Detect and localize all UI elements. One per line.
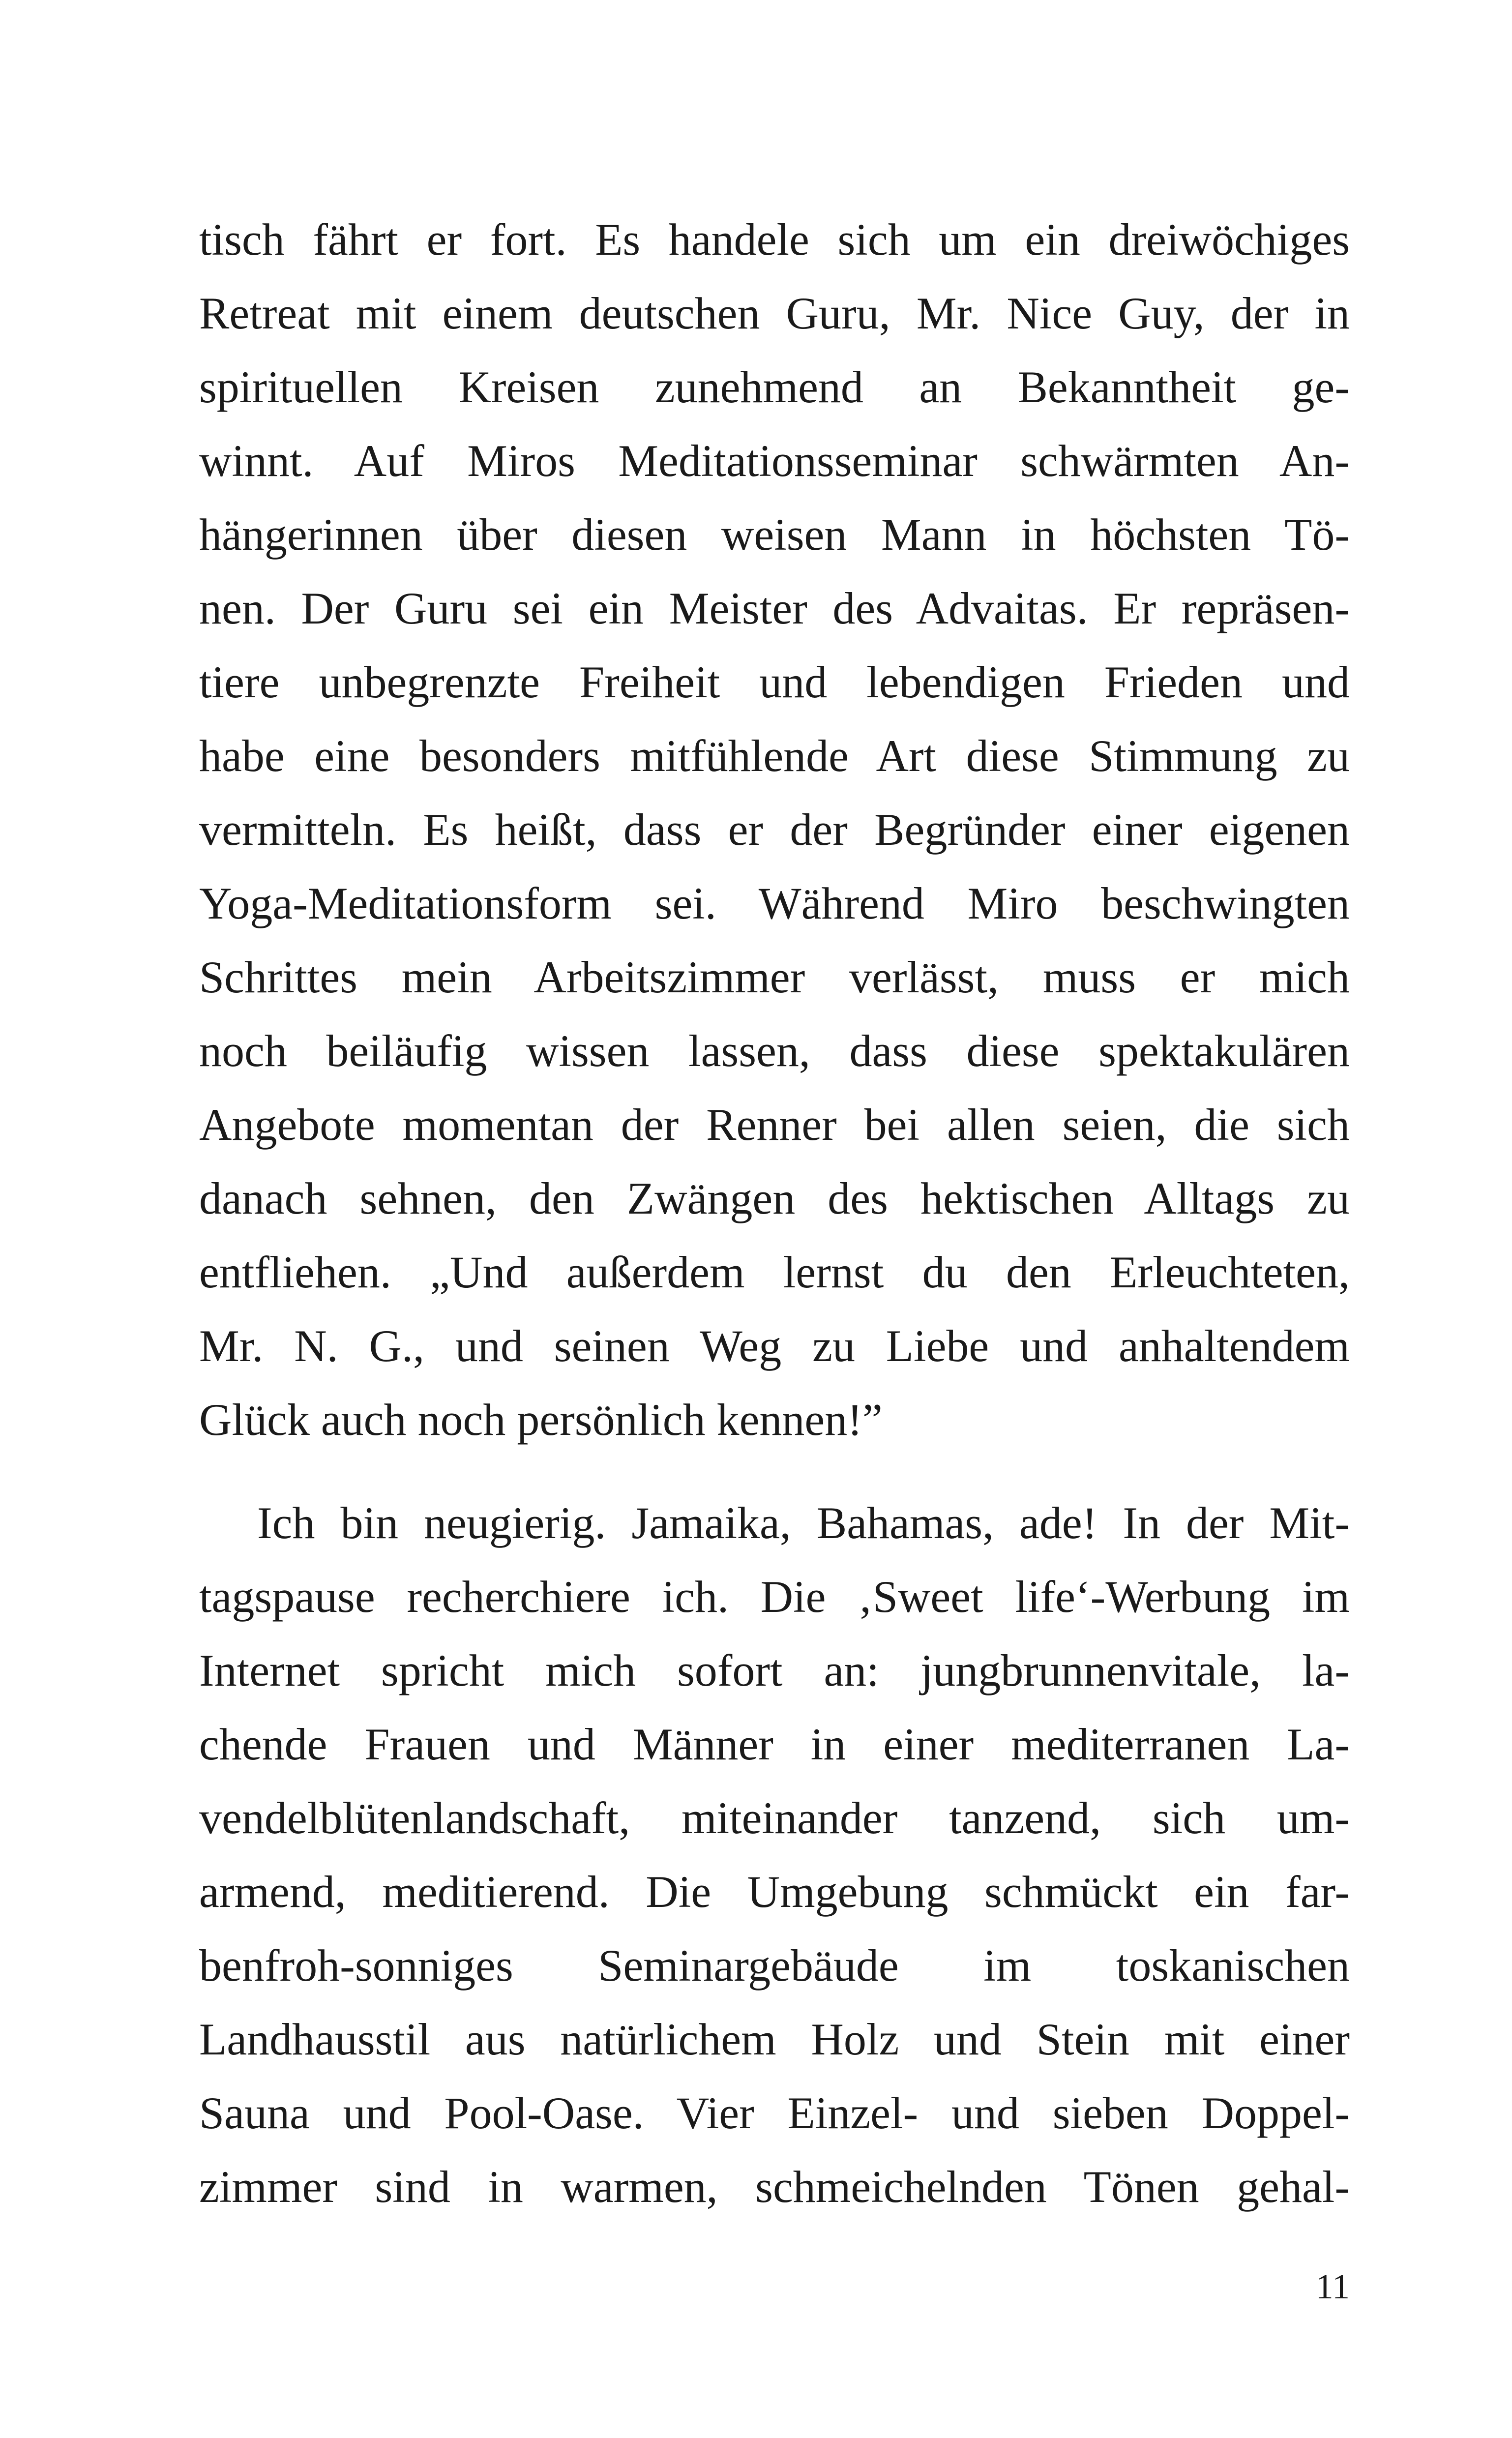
text-line: Glück auch noch persönlich kennen!” <box>199 1395 883 1445</box>
text-line: Sauna und Pool-Oase. Vier Einzel- und sieben Doppel- <box>199 2088 1350 2138</box>
text-line: zimmer sind in warmen, schmeichelnden Tönen gehal- <box>199 2162 1350 2212</box>
text-line: habe eine besonders mitfühlende Art diese Stimmung zu <box>199 731 1350 781</box>
text-line: tisch fährt er fort. Es handele sich um ein dreiwöchiges <box>199 214 1350 265</box>
text-line: benfroh-sonniges Seminargebäude im toskanischen <box>199 1940 1350 1991</box>
text-line: chende Frauen und Männer in einer mediterranen La- <box>199 1719 1350 1769</box>
text-line: armend, meditierend. Die Umgebung schmückt ein far- <box>199 1867 1350 1917</box>
text-line: Schrittes mein Arbeitszimmer verlässt, muss er mich <box>199 952 1350 1002</box>
text-line: Retreat mit einem deutschen Guru, Mr. Nice Guy, der in <box>199 288 1350 338</box>
text-line: danach sehnen, den Zwängen des hektischen Alltags zu <box>199 1173 1350 1223</box>
text-line: entfliehen. „Und außerdem lernst du den Erleuchteten, <box>199 1247 1350 1297</box>
paragraph-1 <box>199 203 1350 1457</box>
paragraph-2 <box>199 1486 1350 2224</box>
text-line: Landhausstil aus natürlichem Holz und Stein mit einer <box>199 2014 1350 2064</box>
text-line: tagspause recherchiere ich. Die ‚Sweet life‘-Werbung im <box>199 1572 1350 1622</box>
text-line: hängerinnen über diesen weisen Mann in höchsten Tö- <box>199 509 1350 560</box>
text-line: winnt. Auf Miros Meditationsseminar schwärmten An- <box>199 436 1350 486</box>
text-line: Angebote momentan der Renner bei allen seien, die sich <box>199 1100 1350 1150</box>
text-line: Mr. N. G., und seinen Weg zu Liebe und anhaltendem <box>199 1321 1350 1371</box>
text-line: tiere unbegrenzte Freiheit und lebendigen Frieden und <box>199 657 1350 707</box>
text-line: Yoga-Meditationsform sei. Während Miro beschwingten <box>199 878 1350 928</box>
text-line: vermitteln. Es heißt, dass er der Begründer einer eigenen <box>199 804 1350 855</box>
text-line: noch beiläufig wissen lassen, dass diese spektakulären <box>199 1026 1350 1076</box>
body-text <box>199 203 1350 2224</box>
paragraph-spacer <box>199 1457 1350 1486</box>
text-line: nen. Der Guru sei ein Meister des Advaitas. Er repräsen- <box>199 583 1350 633</box>
page-number: 11 <box>1315 2267 1350 2306</box>
text-line: Ich bin neugierig. Jamaika, Bahamas, ade! In der Mit- <box>257 1498 1350 1548</box>
text-line: vendelblütenlandschaft, miteinander tanzend, sich um- <box>199 1793 1350 1843</box>
text-line: Internet spricht mich sofort an: jungbrunnenvitale, la- <box>199 1645 1350 1695</box>
text-line: spirituellen Kreisen zunehmend an Bekanntheit ge- <box>199 362 1350 412</box>
